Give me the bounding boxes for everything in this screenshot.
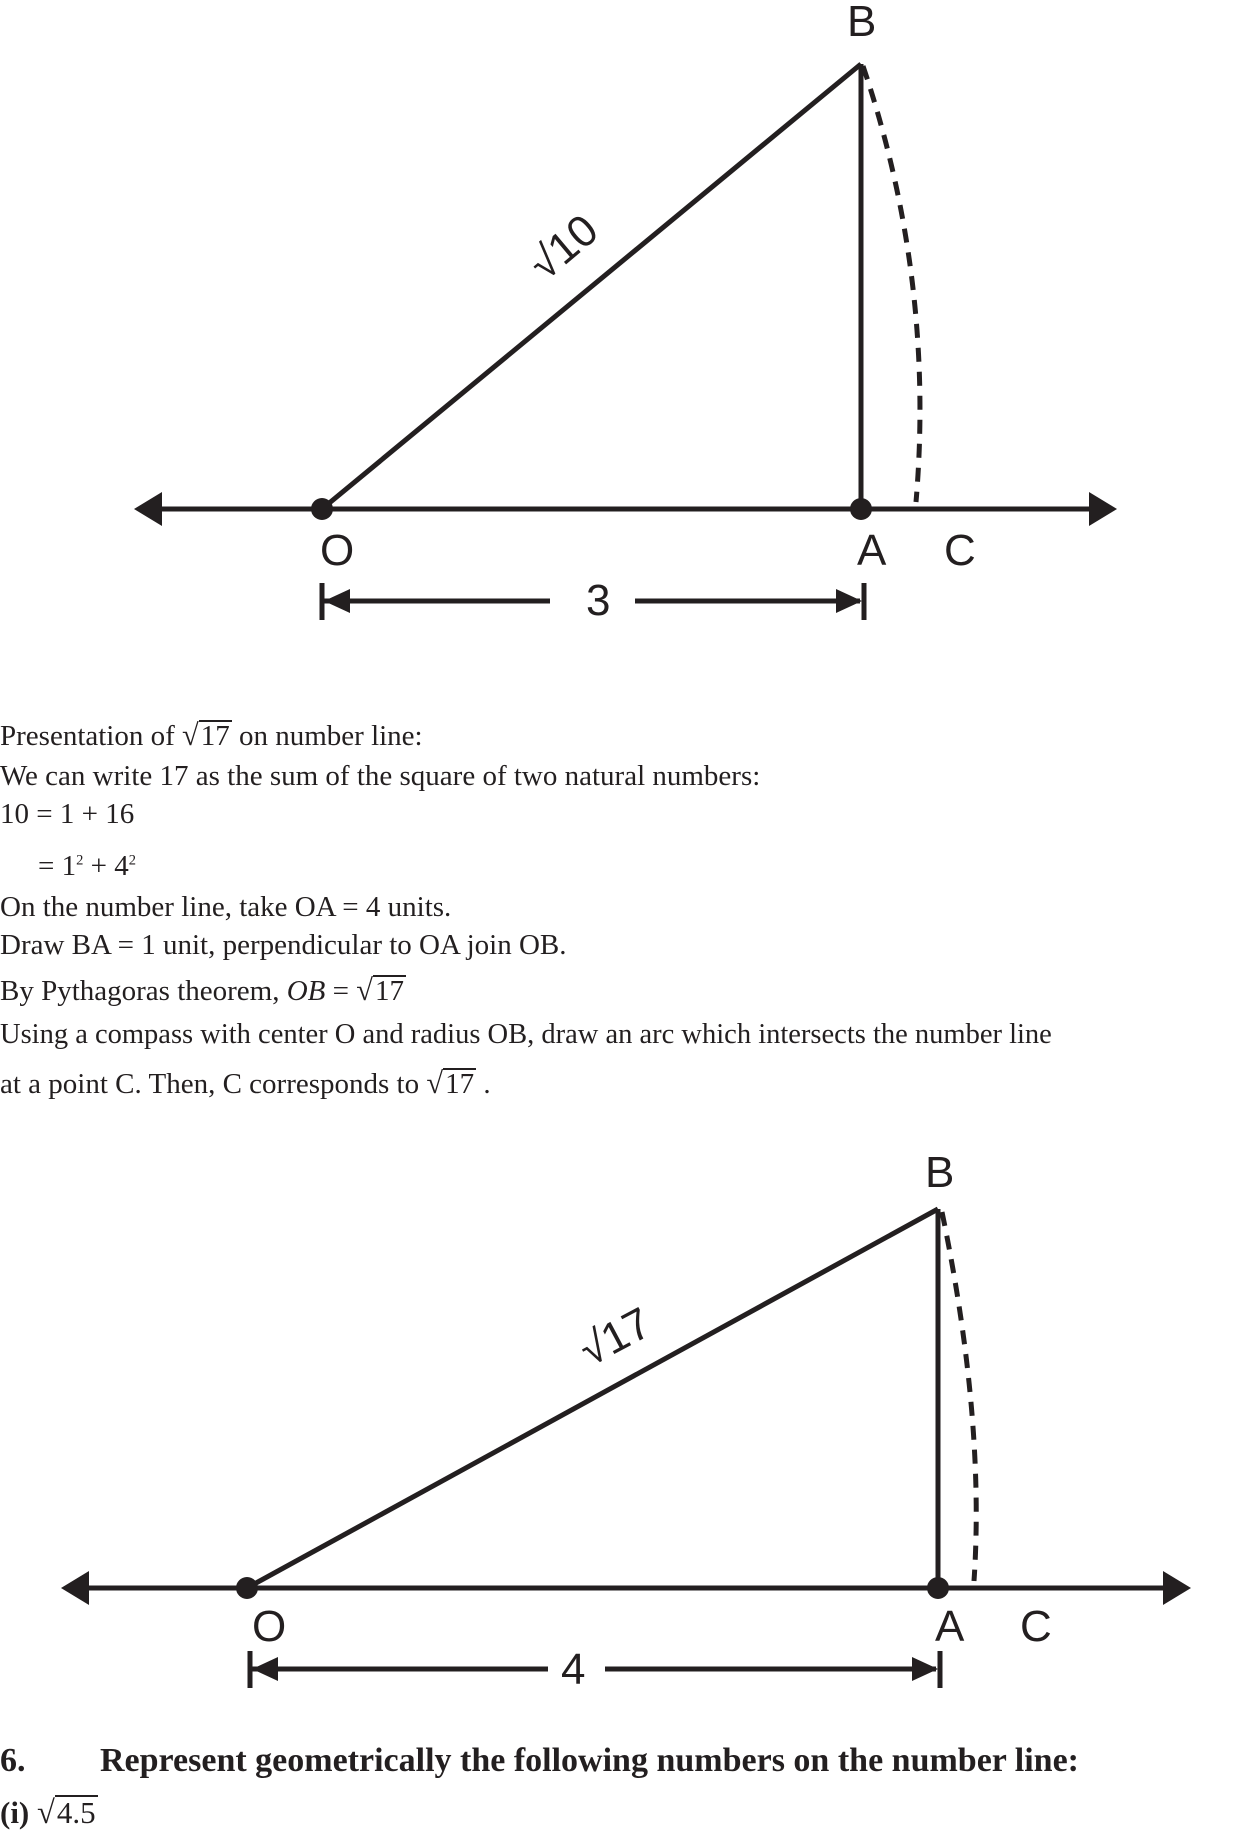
question-part: (i) √4.5: [0, 1795, 96, 1831]
radical-icon: √: [356, 973, 373, 1007]
base-length-label: 4: [561, 1645, 586, 1694]
label-a: A: [857, 526, 887, 575]
label-o: O: [320, 526, 355, 575]
point-a: [927, 1577, 949, 1599]
question-heading: 6. Represent geometrically the following numbers on the number line:: [0, 1742, 1079, 1779]
arrow-right-icon: [1163, 1571, 1191, 1605]
point-o: [311, 498, 333, 520]
label-b: B: [847, 0, 877, 46]
arrow-right-icon: [1089, 492, 1117, 526]
text-line: By Pythagoras theorem, OB = √17: [0, 973, 404, 1007]
dimension-arrow-icon: [836, 589, 862, 613]
dimension-arrow-icon: [252, 1657, 278, 1681]
dimension-arrow-icon: [324, 589, 350, 613]
hypotenuse-ob: [322, 64, 861, 509]
text-line: at a point C. Then, C corresponds to √17 .: [0, 1066, 491, 1100]
text-line: Draw BA = 1 unit, perpendicular to OA join OB.: [0, 929, 567, 961]
compass-arc: [942, 1212, 976, 1581]
label-a: A: [935, 1602, 965, 1651]
point-a: [850, 498, 872, 520]
hypotenuse-label: √17: [571, 1298, 660, 1376]
label-o: O: [252, 1602, 287, 1651]
compass-arc: [863, 66, 920, 502]
arrow-left-icon: [134, 492, 162, 526]
hypotenuse-label: √10: [519, 205, 608, 290]
label-c: C: [1020, 1602, 1052, 1651]
dimension-arrow-icon: [912, 1657, 938, 1681]
hypotenuse-ob: [247, 1209, 938, 1588]
text-line: 10 = 1 + 16: [0, 798, 135, 830]
text-line: We can write 17 as the sum of the square of two natural numbers:: [0, 760, 761, 792]
radical-icon: √: [182, 718, 199, 752]
radical-icon: √: [426, 1066, 444, 1100]
text-line: Using a compass with center O and radius OB, draw an arc which intersects the number line: [0, 1019, 1052, 1050]
text-line: = $1^2 + 4^2$: [38, 850, 136, 882]
arrow-left-icon: [61, 1571, 89, 1605]
base-length-label: 3: [586, 576, 611, 625]
label-c: C: [944, 526, 976, 575]
text-line: On the number line, take OA = 4 units.: [0, 891, 452, 923]
text-line: Presentation of √17 on number line:: [0, 718, 423, 752]
label-b: B: [925, 1148, 955, 1197]
radical-icon: √: [37, 1795, 55, 1831]
point-o: [236, 1577, 258, 1599]
